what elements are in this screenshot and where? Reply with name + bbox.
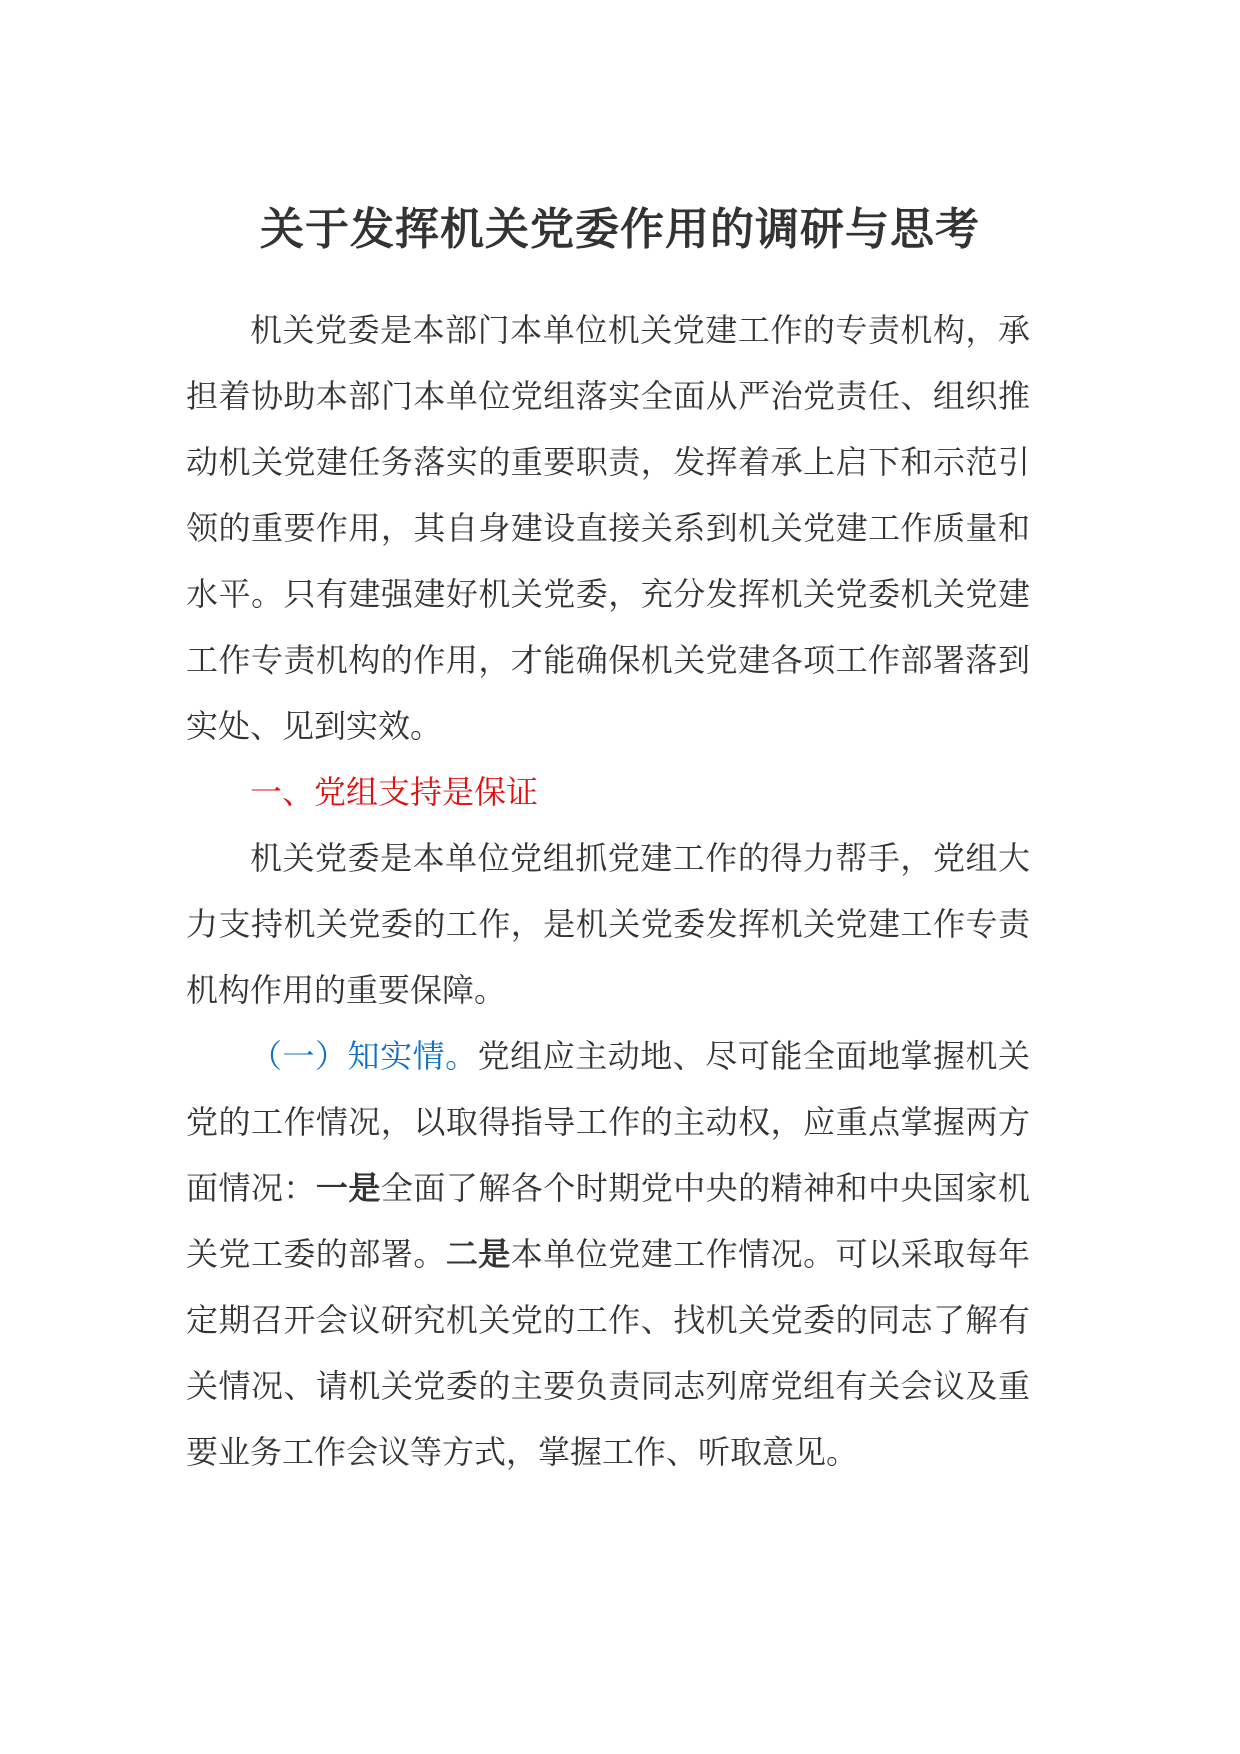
bold-point-one: 一是	[315, 1169, 381, 1207]
paragraph-text: 党组应主动地、尽可能全面地掌握机关党的工作情况，以取得指导工作的主动权，应重点掌握两方面情况：	[186, 1037, 1030, 1207]
paragraph-know-facts	[186, 1023, 1030, 1485]
paragraph-intro: 机关党委是本部门本单位机关党建工作的专责机构，承担着协助本部门本单位党组落实全面从严治党责任、组织推动机关党建任务落实的重要职责，发挥着承上启下和示范引领的重要作用，其自身建设直接关系到机关党建工作质量和水平。只有建强建好机关党委，充分发挥机关党委机关党建工作专责机构的作用，才能确保机关党建各项工作部署落到实处、见到实效。	[186, 311, 1030, 745]
document-title: 关于发挥机关党委作用的调研与思考	[260, 204, 980, 255]
bold-point-two: 二是	[445, 1235, 511, 1273]
paragraph-support: 机关党委是本单位党组抓党建工作的得力帮手，党组大力支持机关党委的工作，是机关党委发挥机关党建工作专责机构作用的重要保障。	[186, 839, 1030, 1009]
section-heading: 一、党组支持是保证	[250, 773, 539, 811]
paragraph-text: 本单位党建工作情况。可以采取每年定期召开会议研究机关党的工作、找机关党委的同志了解有关情况、请机关党委的主要负责同志列席党组有关会议及重要业务工作会议等方式，掌握工作、听取意见。	[186, 1235, 1030, 1471]
subheading-know-facts: （一）知实情。	[250, 1037, 478, 1075]
paragraph-text: 全面了解各个时期党中央的精神和中央国家机关党工委的部署。	[186, 1169, 1030, 1273]
document-body	[186, 297, 1030, 1485]
